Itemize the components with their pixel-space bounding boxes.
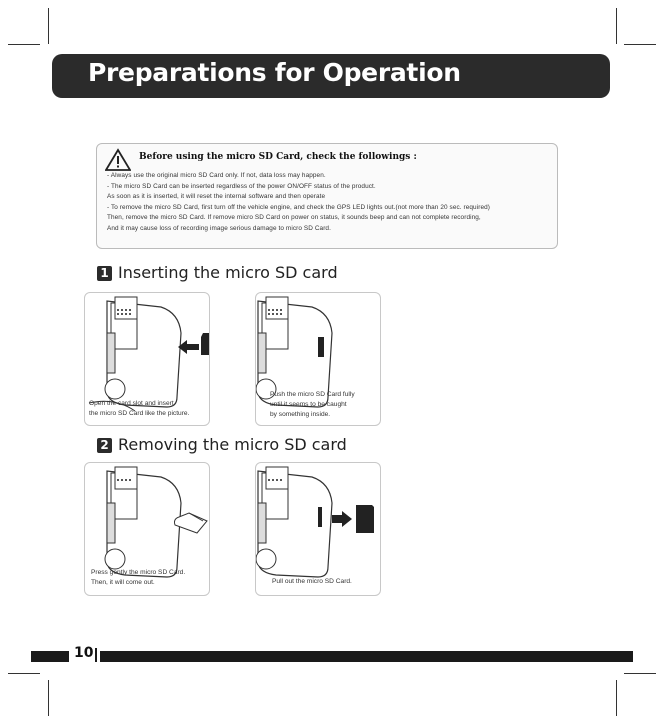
caption: Push the micro SD Card fully until it seems to be caught by something inside. (270, 391, 355, 418)
section-number: 2 (97, 438, 112, 453)
illustration-push-card (255, 292, 381, 426)
warning-line: - To remove the micro SD Card, first turn off the vehicle engine, and check the GPS LED lights out.(not more than 20 sec. required) (107, 203, 490, 211)
crop-mark (48, 8, 49, 44)
crop-mark (624, 673, 656, 674)
page-number: 10 (74, 645, 94, 661)
footer-bar-left (31, 651, 69, 662)
caption: Open the card slot and insert the micro SD Card like the picture. (89, 400, 190, 417)
caption: Pull out the micro SD Card. (272, 578, 352, 585)
warning-line: Then, remove the micro SD Card. If remove micro SD Card on power on status, it sounds beep and can not complete recording, (107, 214, 481, 222)
illustration-press-card (84, 462, 210, 596)
sd-card-icon (356, 505, 374, 533)
crop-mark (8, 673, 40, 674)
warning-icon (105, 148, 131, 172)
footer-divider (95, 648, 97, 662)
section-number: 1 (97, 266, 112, 281)
warning-line: - Always use the original micro SD Card only. If not, data loss may happen. (107, 172, 326, 179)
warning-box (96, 143, 558, 249)
warning-list (107, 171, 551, 235)
crop-mark (616, 8, 617, 44)
page-title: Preparations for Operation (88, 58, 461, 87)
warning-line: As soon as it is inserted, it will reset the internal software and then operate (107, 193, 326, 201)
footer-bar-right (100, 651, 633, 662)
warning-heading: Before using the micro SD Card, check the followings : (139, 152, 417, 162)
arrow-right-icon (332, 511, 352, 527)
illustration-insert-card (84, 292, 210, 426)
page-header (52, 54, 610, 98)
section-title: Inserting the micro SD card (118, 263, 338, 282)
crop-mark (8, 44, 40, 45)
warning-line: - The micro SD Card can be inserted regardless of the power ON/OFF status of the product. (107, 182, 376, 190)
warning-line: And it may cause loss of recording image serious damage to micro SD Card. (107, 224, 331, 232)
section-title: Removing the micro SD card (118, 435, 347, 454)
crop-mark (624, 44, 656, 45)
illustration-pull-card (255, 462, 381, 596)
caption: Press gently the micro SD Card. Then, it will come out. (91, 569, 186, 586)
crop-mark (48, 680, 49, 716)
crop-mark (616, 680, 617, 716)
device-illustration (256, 463, 380, 595)
